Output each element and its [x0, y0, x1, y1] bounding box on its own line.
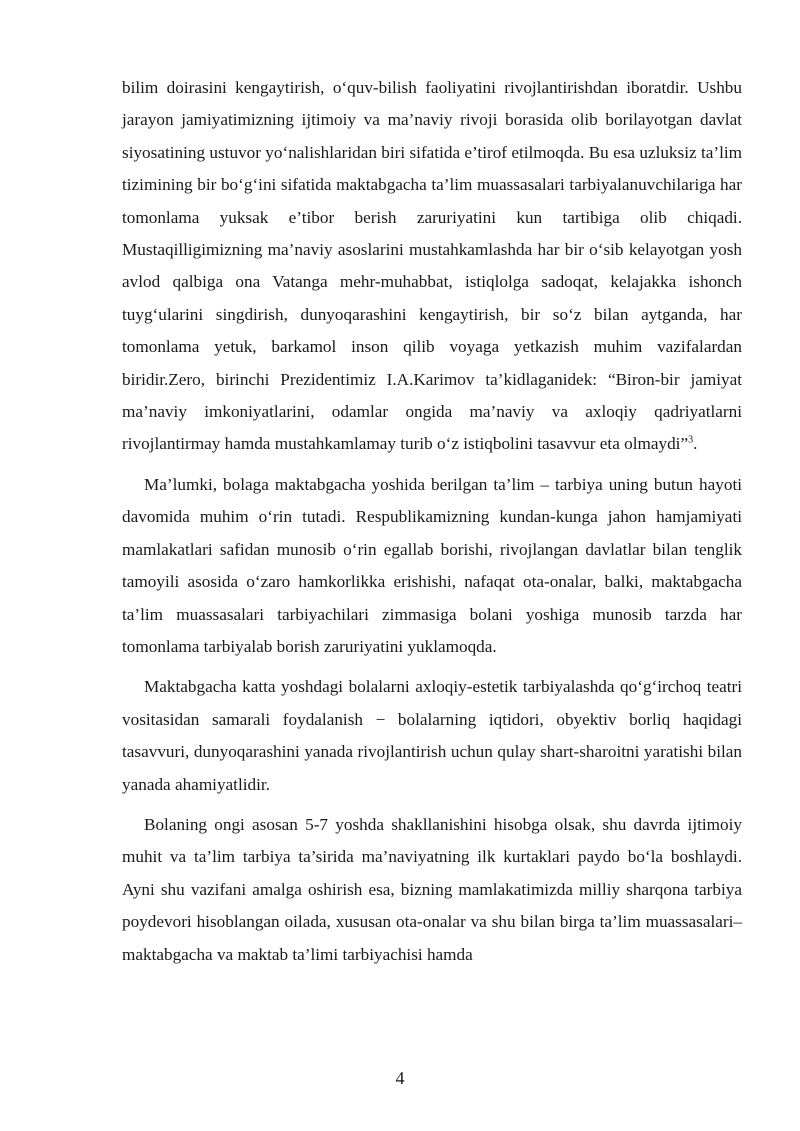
paragraph-3: Maktabgacha katta yoshdagi bolalarni axloqiy-estetik tarbiyalashda qo‘g‘irchoq teatri vositasidan samarali foydalanish − bolalarning iqtidori, obyektiv borliq haqidagi tasavvuri, dunyoqarashini yanada rivojlantirish uchun qulay shart-sharoitni yaratishi bilan yanada ahamiyatlidir.: [122, 677, 742, 794]
document-page: [122, 72, 742, 971]
page-number: 4: [395, 1068, 405, 1088]
paragraph-4: Bolaning ongi asosan 5-7 yoshda shakllanishini hisobga olsak, shu davrda ijtimoiy muhit va ta’lim tarbiya ta’sirida ma’naviyatning ilk kurtaklari paydo bo‘la boshlaydi. Ayni shu vazifani amalga oshirish esa, bizning mamlakatimizda milliy sharqona tarbiya poydevori hisoblangan oilada, xususan ota-onalar va shu bilan birga ta’lim muassasalari– maktabgacha va maktab ta’limi tarbiyachisi hamda: [122, 814, 742, 964]
paragraph-2: Ma’lumki, bolaga maktabgacha yoshida berilgan ta’lim – tarbiya uning butun hayoti davomida muhim o‘rin tutadi. Respublikamizning kundan-kunga jahon hamjamiyati mamlakatlari safidan munosib o‘rin egallab borishi, rivojlangan davlatlar bilan tenglik tamoyili asosida o‘zaro hamkorlikka erishishi, nafaqat ota-onalar, balki, maktabgacha ta’lim muassasalari tarbiyachilari zimmasiga bolani yoshiga munosib tarzda har tomonlama tarbiyalab borish zaruriyatini yuklamoqda.: [122, 474, 742, 656]
paragraph-1: [122, 72, 742, 461]
paragraph-1-end: .: [693, 434, 698, 454]
paragraph-1-text: bilim doirasini kengaytirish, o‘quv-bilish faoliyatini rivojlantirishdan iboratdir. Ushbu jarayon jamiyatimizning ijtimoiy va ma’naviy rivoji borasida olib borilayotgan davlat siyosatining ustuvor yo‘nalishlaridan biri sifatida e’tirof etilmoqda. Bu esa uzluksiz ta’lim tizimining bir bo‘g‘ini sifatida maktabgacha ta’lim muassasalari tarbiyalanuvchilariga har tomonlama yuksak e’tibor berish zaruriyatini kun tartibiga olib chiqadi. Mustaqilligimizning ma’naviy asoslarini mustahkamlashda har bir o‘sib kelayotgan yosh avlod qalbiga ona Vatanga mehr-muhabbat, istiqlolga sadoqat, kelajakka ishonch tuyg‘ularini singdirish, dunyoqarashini kengaytirish, bir so‘z bilan aytganda, har tomonlama yetuk, barkamol inson qilib voyaga yetkazish muhim vazifalardan biridir.Zero, birinchi Prezidentimiz I.A.Karimov ta’kidlaganidek: “Biron-bir jamiyat ma’naviy imkoniyatlarini, odamlar ongida ma’naviy va axloqiy qadriyatlarni rivojlantirmay hamda mustahkamlamay turib o‘z istiqbolini tasavvur eta olmaydi”: [122, 78, 742, 454]
footnote-reference[interactable]: 3: [688, 434, 694, 446]
